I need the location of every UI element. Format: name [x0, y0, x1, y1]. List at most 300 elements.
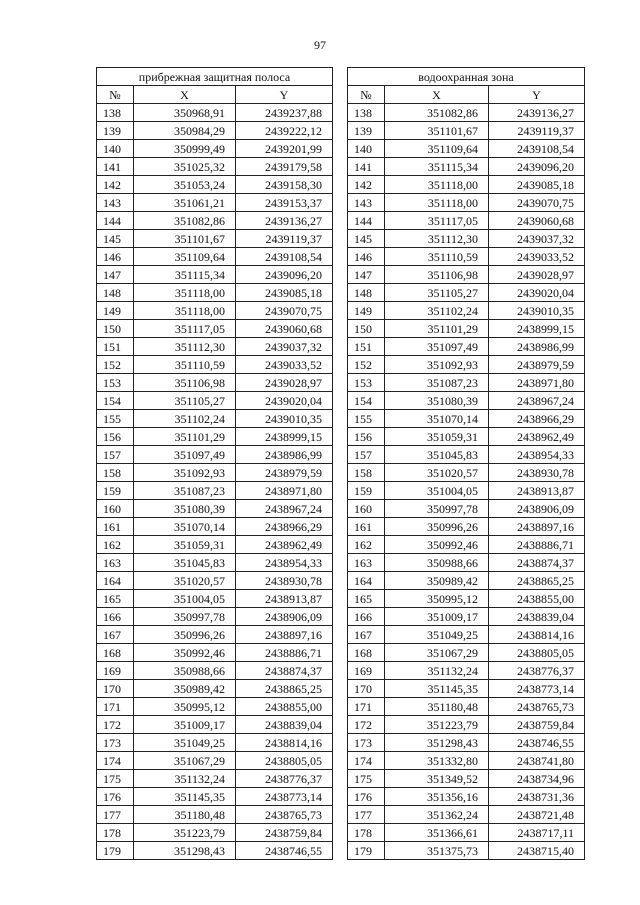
- right-x-value: 350997,78: [385, 500, 489, 518]
- right-point-number: 153: [348, 374, 385, 392]
- left-point-number: 149: [97, 302, 134, 320]
- left-point-number: 163: [97, 554, 134, 572]
- left-y-value: 2439033,52: [236, 356, 333, 374]
- left-y-value: 2439060,68: [236, 320, 333, 338]
- table-row: [97, 446, 585, 464]
- table-gap: [333, 644, 348, 662]
- left-x-value: 350995,12: [134, 698, 236, 716]
- left-y-value: 2438855,00: [236, 698, 333, 716]
- right-x-value: 350988,66: [385, 554, 489, 572]
- left-x-value: 350988,66: [134, 662, 236, 680]
- left-y-value: 2438906,09: [236, 608, 333, 626]
- left-x-value: 351101,67: [134, 230, 236, 248]
- table-row: [97, 176, 585, 194]
- right-y-value: 2438954,33: [489, 446, 585, 464]
- right-point-number: 140: [348, 140, 385, 158]
- right-y-value: 2439096,20: [489, 158, 585, 176]
- left-y-value: 2438865,25: [236, 680, 333, 698]
- table-gap: [333, 446, 348, 464]
- table-row: [97, 644, 585, 662]
- left-point-number: 148: [97, 284, 134, 302]
- left-x-value: 351092,93: [134, 464, 236, 482]
- left-y-value: 2438971,80: [236, 482, 333, 500]
- table-row: [97, 680, 585, 698]
- right-x-value: 351109,64: [385, 140, 489, 158]
- left-point-number: 145: [97, 230, 134, 248]
- table-row: [97, 122, 585, 140]
- table-gap: [333, 554, 348, 572]
- left-x-value: 351109,64: [134, 248, 236, 266]
- right-y-value: 2439010,35: [489, 302, 585, 320]
- left-y-value: 2438913,87: [236, 590, 333, 608]
- left-x-value: 351009,17: [134, 716, 236, 734]
- left-col-no-header: №: [97, 86, 134, 104]
- right-x-value: 350992,46: [385, 536, 489, 554]
- table-gap: [333, 428, 348, 446]
- table-row: [97, 626, 585, 644]
- right-point-number: 154: [348, 392, 385, 410]
- page-number: 97: [314, 38, 326, 52]
- right-y-value: 2438717,11: [489, 824, 585, 842]
- table-row: [97, 338, 585, 356]
- left-point-number: 140: [97, 140, 134, 158]
- right-point-number: 167: [348, 626, 385, 644]
- table-gap: [333, 266, 348, 284]
- table-row: [97, 464, 585, 482]
- left-y-value: 2438979,59: [236, 464, 333, 482]
- right-y-value: 2438906,09: [489, 500, 585, 518]
- right-y-value: 2438886,71: [489, 536, 585, 554]
- table-gap: [333, 536, 348, 554]
- table-row: [97, 716, 585, 734]
- right-x-value: 351082,86: [385, 104, 489, 122]
- right-x-value: 351009,17: [385, 608, 489, 626]
- left-x-value: 351080,39: [134, 500, 236, 518]
- right-y-value: 2438874,37: [489, 554, 585, 572]
- left-x-value: 351102,24: [134, 410, 236, 428]
- right-x-value: 351045,83: [385, 446, 489, 464]
- left-x-value: 351118,00: [134, 284, 236, 302]
- left-y-value: 2438746,55: [236, 842, 333, 860]
- right-y-value: 2439037,32: [489, 230, 585, 248]
- left-y-value: 2438966,29: [236, 518, 333, 536]
- right-point-number: 145: [348, 230, 385, 248]
- left-point-number: 138: [97, 104, 134, 122]
- left-x-value: 350999,49: [134, 140, 236, 158]
- right-x-value: 351101,67: [385, 122, 489, 140]
- right-y-value: 2438759,84: [489, 716, 585, 734]
- right-x-value: 351332,80: [385, 752, 489, 770]
- right-x-value: 351097,49: [385, 338, 489, 356]
- left-x-value: 351045,83: [134, 554, 236, 572]
- right-y-value: 2438773,14: [489, 680, 585, 698]
- table-row: [97, 842, 585, 860]
- table-gap: [333, 194, 348, 212]
- right-y-value: 2438913,87: [489, 482, 585, 500]
- right-x-value: 351366,61: [385, 824, 489, 842]
- table-row: [97, 788, 585, 806]
- table-gap: [333, 284, 348, 302]
- right-point-number: 155: [348, 410, 385, 428]
- left-point-number: 159: [97, 482, 134, 500]
- left-point-number: 169: [97, 662, 134, 680]
- table-row: [97, 140, 585, 158]
- right-y-value: 2438979,59: [489, 356, 585, 374]
- table-row: [97, 410, 585, 428]
- right-x-value: 351349,52: [385, 770, 489, 788]
- right-y-value: 2438721,48: [489, 806, 585, 824]
- left-point-number: 154: [97, 392, 134, 410]
- right-point-number: 157: [348, 446, 385, 464]
- table-gap: [333, 572, 348, 590]
- table-row: [97, 518, 585, 536]
- left-point-number: 141: [97, 158, 134, 176]
- left-point-number: 176: [97, 788, 134, 806]
- left-y-value: 2438773,14: [236, 788, 333, 806]
- right-x-value: 351110,59: [385, 248, 489, 266]
- right-y-value: 2439136,27: [489, 104, 585, 122]
- right-x-value: 351356,16: [385, 788, 489, 806]
- left-x-value: 350989,42: [134, 680, 236, 698]
- right-y-value: 2438741,80: [489, 752, 585, 770]
- right-point-number: 172: [348, 716, 385, 734]
- right-y-value: 2438765,73: [489, 698, 585, 716]
- right-y-value: 2439119,37: [489, 122, 585, 140]
- left-x-value: 351115,34: [134, 266, 236, 284]
- right-x-value: 351092,93: [385, 356, 489, 374]
- left-y-value: 2438986,99: [236, 446, 333, 464]
- left-x-value: 351020,57: [134, 572, 236, 590]
- right-x-value: 351115,34: [385, 158, 489, 176]
- right-point-number: 163: [348, 554, 385, 572]
- left-y-value: 2438765,73: [236, 806, 333, 824]
- table-gap: [333, 302, 348, 320]
- right-x-value: 351105,27: [385, 284, 489, 302]
- left-point-number: 170: [97, 680, 134, 698]
- left-point-number: 168: [97, 644, 134, 662]
- right-point-number: 141: [348, 158, 385, 176]
- left-point-number: 151: [97, 338, 134, 356]
- right-y-value: 2439028,97: [489, 266, 585, 284]
- right-point-number: 146: [348, 248, 385, 266]
- right-x-value: 351059,31: [385, 428, 489, 446]
- left-y-value: 2439153,37: [236, 194, 333, 212]
- right-y-value: 2438731,36: [489, 788, 585, 806]
- left-y-value: 2438874,37: [236, 662, 333, 680]
- right-x-value: 351375,73: [385, 842, 489, 860]
- right-point-number: 174: [348, 752, 385, 770]
- right-point-number: 162: [348, 536, 385, 554]
- right-point-number: 151: [348, 338, 385, 356]
- left-point-number: 160: [97, 500, 134, 518]
- left-y-value: 2439237,88: [236, 104, 333, 122]
- table-title-row: [97, 68, 585, 86]
- table-row: [97, 536, 585, 554]
- left-x-value: 351087,23: [134, 482, 236, 500]
- left-y-value: 2439096,20: [236, 266, 333, 284]
- left-col-y-header: Y: [236, 86, 333, 104]
- left-x-value: 351061,21: [134, 194, 236, 212]
- right-col-y-header: Y: [489, 86, 585, 104]
- table-row: [97, 698, 585, 716]
- table-gap: [333, 518, 348, 536]
- left-y-value: 2439201,99: [236, 140, 333, 158]
- right-y-value: 2439108,54: [489, 140, 585, 158]
- left-point-number: 155: [97, 410, 134, 428]
- right-point-number: 148: [348, 284, 385, 302]
- left-point-number: 162: [97, 536, 134, 554]
- left-point-number: 173: [97, 734, 134, 752]
- left-y-value: 2438886,71: [236, 644, 333, 662]
- left-y-value: 2438759,84: [236, 824, 333, 842]
- right-point-number: 152: [348, 356, 385, 374]
- table-gap: [333, 320, 348, 338]
- table-row: [97, 770, 585, 788]
- right-point-number: 139: [348, 122, 385, 140]
- right-point-number: 177: [348, 806, 385, 824]
- left-point-number: 165: [97, 590, 134, 608]
- right-point-number: 170: [348, 680, 385, 698]
- table-gap: [333, 716, 348, 734]
- table-row: [97, 158, 585, 176]
- right-point-number: 158: [348, 464, 385, 482]
- table-gap: [333, 176, 348, 194]
- left-y-value: 2439085,18: [236, 284, 333, 302]
- right-y-value: 2438930,78: [489, 464, 585, 482]
- left-x-value: 351004,05: [134, 590, 236, 608]
- right-x-value: 351112,30: [385, 230, 489, 248]
- left-point-number: 156: [97, 428, 134, 446]
- right-y-value: 2439060,68: [489, 212, 585, 230]
- left-x-value: 351112,30: [134, 338, 236, 356]
- right-y-value: 2438746,55: [489, 734, 585, 752]
- right-x-value: 351067,29: [385, 644, 489, 662]
- table-row: [97, 302, 585, 320]
- right-y-value: 2438999,15: [489, 320, 585, 338]
- table-gap: [333, 248, 348, 266]
- right-y-value: 2438971,80: [489, 374, 585, 392]
- left-point-number: 158: [97, 464, 134, 482]
- left-x-value: 351070,14: [134, 518, 236, 536]
- right-y-value: 2438715,40: [489, 842, 585, 860]
- left-x-value: 351223,79: [134, 824, 236, 842]
- table-gap: [333, 608, 348, 626]
- left-x-value: 351117,05: [134, 320, 236, 338]
- table-header-row: [97, 86, 585, 104]
- right-point-number: 179: [348, 842, 385, 860]
- table-row: [97, 572, 585, 590]
- left-point-number: 167: [97, 626, 134, 644]
- table-row: [97, 284, 585, 302]
- right-x-value: 351132,24: [385, 662, 489, 680]
- table-gap: [333, 806, 348, 824]
- left-x-value: 351101,29: [134, 428, 236, 446]
- left-table-title: прибрежная защитная полоса: [97, 68, 333, 86]
- left-x-value: 350984,29: [134, 122, 236, 140]
- left-x-value: 351118,00: [134, 302, 236, 320]
- left-y-value: 2439222,12: [236, 122, 333, 140]
- right-y-value: 2438986,99: [489, 338, 585, 356]
- left-y-value: 2438962,49: [236, 536, 333, 554]
- table-row: [97, 752, 585, 770]
- left-x-value: 351059,31: [134, 536, 236, 554]
- left-point-number: 161: [97, 518, 134, 536]
- table-row: [97, 608, 585, 626]
- left-x-value: 350996,26: [134, 626, 236, 644]
- table-row: [97, 824, 585, 842]
- table-gap: [333, 590, 348, 608]
- left-point-number: 152: [97, 356, 134, 374]
- right-x-value: 351004,05: [385, 482, 489, 500]
- table-gap: [333, 338, 348, 356]
- right-col-x-header: X: [385, 86, 489, 104]
- table-row: [97, 104, 585, 122]
- left-point-number: 153: [97, 374, 134, 392]
- right-x-value: 351180,48: [385, 698, 489, 716]
- right-table-title: водоохранная зона: [348, 68, 585, 86]
- table-gap: [333, 788, 348, 806]
- table-row: [97, 662, 585, 680]
- left-y-value: 2438967,24: [236, 500, 333, 518]
- table-gap: [333, 698, 348, 716]
- right-point-number: 156: [348, 428, 385, 446]
- left-y-value: 2438839,04: [236, 716, 333, 734]
- right-x-value: 351106,98: [385, 266, 489, 284]
- right-x-value: 351118,00: [385, 194, 489, 212]
- left-point-number: 171: [97, 698, 134, 716]
- right-x-value: 351101,29: [385, 320, 489, 338]
- right-point-number: 159: [348, 482, 385, 500]
- right-point-number: 150: [348, 320, 385, 338]
- table-row: [97, 428, 585, 446]
- right-point-number: 166: [348, 608, 385, 626]
- left-x-value: 351106,98: [134, 374, 236, 392]
- right-y-value: 2438865,25: [489, 572, 585, 590]
- right-x-value: 351049,25: [385, 626, 489, 644]
- right-point-number: 175: [348, 770, 385, 788]
- left-x-value: 351097,49: [134, 446, 236, 464]
- left-point-number: 146: [97, 248, 134, 266]
- table-gap: [333, 122, 348, 140]
- right-y-value: 2438776,37: [489, 662, 585, 680]
- left-x-value: 351298,43: [134, 842, 236, 860]
- right-x-value: 351087,23: [385, 374, 489, 392]
- table-row: [97, 356, 585, 374]
- right-y-value: 2438962,49: [489, 428, 585, 446]
- left-point-number: 174: [97, 752, 134, 770]
- left-point-number: 150: [97, 320, 134, 338]
- right-point-number: 168: [348, 644, 385, 662]
- right-y-value: 2439020,04: [489, 284, 585, 302]
- table-gap: [333, 680, 348, 698]
- left-x-value: 351132,24: [134, 770, 236, 788]
- left-point-number: 172: [97, 716, 134, 734]
- table-gap: [333, 752, 348, 770]
- right-x-value: 351118,00: [385, 176, 489, 194]
- right-point-number: 147: [348, 266, 385, 284]
- table-row: [97, 230, 585, 248]
- left-point-number: 142: [97, 176, 134, 194]
- right-x-value: 351020,57: [385, 464, 489, 482]
- table-row: [97, 482, 585, 500]
- table-gap: [333, 392, 348, 410]
- table-row: [97, 500, 585, 518]
- left-y-value: 2438954,33: [236, 554, 333, 572]
- table-gap: [333, 356, 348, 374]
- left-point-number: 164: [97, 572, 134, 590]
- table-gap: [333, 824, 348, 842]
- left-x-value: 351082,86: [134, 212, 236, 230]
- left-y-value: 2439108,54: [236, 248, 333, 266]
- left-col-x-header: X: [134, 86, 236, 104]
- right-point-number: 160: [348, 500, 385, 518]
- left-y-value: 2438805,05: [236, 752, 333, 770]
- table-gap: [333, 374, 348, 392]
- left-y-value: 2439070,75: [236, 302, 333, 320]
- right-x-value: 351102,24: [385, 302, 489, 320]
- table-gap: [333, 158, 348, 176]
- table-row: [97, 392, 585, 410]
- table-gap: [333, 464, 348, 482]
- left-point-number: 178: [97, 824, 134, 842]
- left-y-value: 2439010,35: [236, 410, 333, 428]
- table-row: [97, 374, 585, 392]
- left-point-number: 179: [97, 842, 134, 860]
- left-point-number: 147: [97, 266, 134, 284]
- left-x-value: 351053,24: [134, 176, 236, 194]
- left-y-value: 2438999,15: [236, 428, 333, 446]
- table-gap: [333, 140, 348, 158]
- right-y-value: 2438814,16: [489, 626, 585, 644]
- table-row: [97, 266, 585, 284]
- right-point-number: 143: [348, 194, 385, 212]
- table-gap: [333, 482, 348, 500]
- table-gap: [333, 662, 348, 680]
- right-point-number: 169: [348, 662, 385, 680]
- table-gap: [333, 500, 348, 518]
- left-y-value: 2439028,97: [236, 374, 333, 392]
- right-x-value: 350996,26: [385, 518, 489, 536]
- right-y-value: 2439085,18: [489, 176, 585, 194]
- right-y-value: 2438839,04: [489, 608, 585, 626]
- left-x-value: 351110,59: [134, 356, 236, 374]
- table-row: [97, 194, 585, 212]
- right-point-number: 142: [348, 176, 385, 194]
- table-gap: [333, 626, 348, 644]
- right-x-value: 351223,79: [385, 716, 489, 734]
- right-point-number: 149: [348, 302, 385, 320]
- right-point-number: 164: [348, 572, 385, 590]
- left-x-value: 351180,48: [134, 806, 236, 824]
- table-row: [97, 248, 585, 266]
- right-x-value: 350995,12: [385, 590, 489, 608]
- right-point-number: 178: [348, 824, 385, 842]
- left-x-value: 351067,29: [134, 752, 236, 770]
- left-x-value: 351049,25: [134, 734, 236, 752]
- left-y-value: 2438814,16: [236, 734, 333, 752]
- table-gap: [333, 410, 348, 428]
- left-y-value: 2439158,30: [236, 176, 333, 194]
- right-point-number: 176: [348, 788, 385, 806]
- left-x-value: 351105,27: [134, 392, 236, 410]
- right-y-value: 2439033,52: [489, 248, 585, 266]
- right-x-value: 351070,14: [385, 410, 489, 428]
- right-x-value: 351298,43: [385, 734, 489, 752]
- left-point-number: 143: [97, 194, 134, 212]
- left-x-value: 350968,91: [134, 104, 236, 122]
- table-gap: [333, 212, 348, 230]
- coordinates-table: [96, 67, 585, 860]
